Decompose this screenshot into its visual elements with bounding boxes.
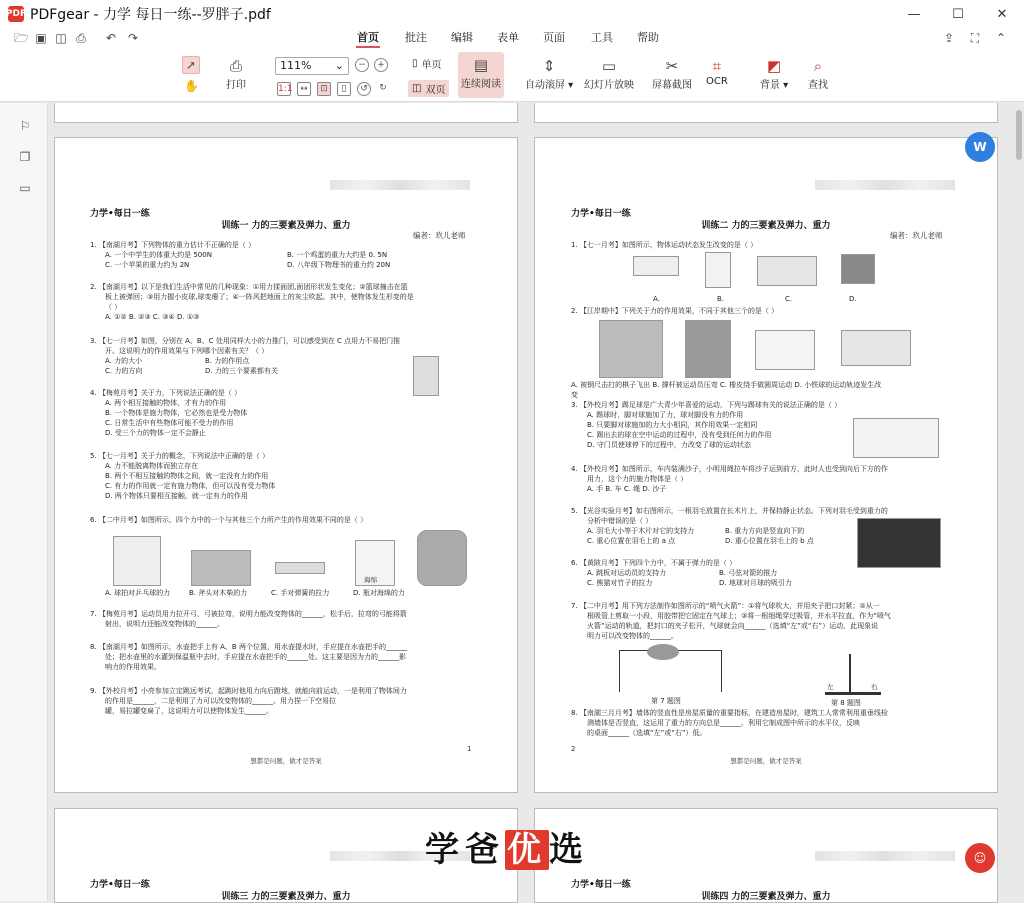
question-9-cont: 罐，易拉罐变扁了，这说明力可以使物体发生______。 [105,707,273,715]
options: A. 被钢尺击打的棋子飞出 B. 撑杆被运动员压弯 C. 橡皮绕手做圆周运动 D. 小铁球的运动轨迹发生改 [571,381,882,389]
page-brand: 力学•每日一练 [571,880,631,890]
door-figure [413,356,439,396]
option: C. 一个苹果的重力约为 2N [105,261,190,269]
option: C. 有力的作用就一定有施力物体，但可以没有受力物体 [105,482,276,490]
scissors-icon: ✂ [665,57,679,75]
tab-page[interactable]: 页面 [543,31,565,44]
figure-1c [757,256,817,286]
option: C. 重心位置在羽毛上的 a 点 [587,537,676,545]
option: A. 力不能脱离物体而独立存在 [105,462,199,470]
figure-axe [191,550,251,586]
option: D. 八年级下物理书的重力约 20N [287,261,391,269]
convert-word-icon[interactable]: W [965,132,995,162]
print-button[interactable] [226,56,246,91]
find-label: 查找 [808,80,828,91]
header-blurred [815,851,955,861]
option: D. 守门员使球停下的过程中，力改变了球的运动状态 [587,441,751,449]
minimize-button[interactable]: — [907,6,921,22]
fit-page-icon[interactable]: ⊡ [317,82,331,96]
figure-2c [755,330,815,370]
question-2-cont: 板上被弹回；③用力握小皮球,球变瘪了；④一阵风把地面上的灰尘吹起。其中，使物体发生形变的是 [105,293,414,301]
left-sidebar [0,103,48,901]
level-right-label: 右 [871,683,878,691]
option: B. 只要脚对球施加的力大小相同，其作用效果一定相同 [587,421,758,429]
figure-label: A. [653,295,660,303]
save-as-icon[interactable]: ◫ [55,31,67,45]
question-1: 1. 【七一月考】如图所示，物体运动状态发生改变的是（ ） [571,241,758,249]
question-7-cont: 明力可以改变物体的______。 [587,632,678,640]
question-8-cont: 的桌面______（选填“左”或“右”）低。 [587,729,707,737]
question-3: 3. 【外校月考】踢足球是广大青少年喜爱的运动，下列与踢球有关的说法正确的是（ ） [571,401,842,409]
double-page-icon: ◫ [412,83,422,94]
option: D. 力的三个要素都有关 [205,367,278,375]
figure-feather [857,518,941,568]
level-post [849,654,851,694]
page-title: 训练二 力的三要素及弹力、重力 [701,221,831,231]
print-label: 打印 [226,80,246,91]
figure-label: 海绵 [364,576,377,584]
background-button[interactable]: ◩ 背景 ▾ [760,57,789,91]
question-4: 4. 【梅苑月考】关于力，下列说法正确的是（ ） [90,389,242,397]
menu-bar [0,28,1024,48]
page-brand: 力学•每日一练 [571,209,631,219]
zoom-in-icon[interactable]: + [374,58,388,72]
redo-icon[interactable]: ↷ [127,31,139,45]
header-blurred [330,180,470,190]
question-2: 2. 【江岸期中】下列关于力的作用效果，不同于其他三个的是（ ） [571,307,779,315]
open-folder-icon[interactable]: 🗁 [14,31,29,45]
collapse-ribbon-icon[interactable]: ⌃ [995,31,1007,45]
app-logo-icon: PDF [8,6,24,22]
question-7-cont: 根吸管上剪取一小段，用胶带把它固定在气球上；③将一根细绳穿过吸管，并水平拉直，作为“喷气 [587,612,891,620]
question-5: 5. 【光谷实验月考】如右图所示，一根羽毛放置在长木片上，并保持静止状态。下列对羽毛受到重力的 [571,507,888,515]
figure-spring [275,562,325,574]
option: A. 踢球时，脚对球施加了力，球对脚没有力的作用 [587,411,744,419]
figure-2a [599,320,663,378]
page-brand: 力学•每日一练 [90,209,150,219]
print-quick-icon[interactable]: ⎙ [76,31,86,45]
option: B. 重力方向是竖直向下的 [725,527,805,535]
ocr-button[interactable] [706,56,728,87]
tab-annotate[interactable]: 批注 [405,31,427,44]
question-5: 5. 【七一月考】关于力的概念，下列说法中正确的是（ ） [90,452,270,460]
continuous-label: 连续阅读 [461,79,501,90]
watermark-text: 选 [549,830,589,870]
watermark-highlight: 优 [507,830,547,870]
question-4-cont: 用力，这个力的施力物体是（ ） [587,475,688,483]
vertical-scrollbar[interactable] [1016,110,1022,160]
save-icon[interactable]: ▣ [35,31,47,45]
title-bar [0,0,1024,28]
tab-edit[interactable]: 编辑 [451,31,473,44]
figure-1d [841,254,875,284]
figure-pingpong [113,536,161,586]
select-cursor-icon[interactable]: ➚ [182,56,200,74]
rotate-right-icon[interactable]: ↻ [379,83,387,93]
figure-label: B. [717,295,725,303]
chevron-down-icon: ⌄ [334,59,344,72]
tab-help[interactable]: 帮助 [637,31,659,44]
page-partial-top-right [534,103,998,123]
ocr-label: OCR [706,76,728,87]
page-footer: 想都是问题，做才是答案 [250,757,322,765]
screenshot-label: 屏幕截图 [652,80,692,91]
comments-icon[interactable]: ▭ [19,181,31,195]
zoom-out-icon[interactable]: − [355,58,369,72]
figure-2d [841,330,911,366]
page-partial-top-left [54,103,518,123]
option: C. 日常生活中有些物体可能不受力的作用 [105,419,234,427]
figure-cart [853,418,939,458]
question-9: 9. 【外校月考】小亮参加立定跳远考试，起跳时他用力向后蹬地，就能向前运动，一是利用了物体间力 [90,687,407,695]
figure-bottle [355,540,395,586]
watermark-text: 学爸 [425,830,505,870]
question-3: 3. 【七一月考】如图，分别在 A、B、C 处用同样大小的力推门，可以感受到在 C 点用力不易把门推 [90,337,401,345]
maximize-button[interactable]: ☐ [952,6,964,22]
question-7-cont: 射出，说明力还能改变物体的______。 [105,620,224,628]
question-3-cont: 开。这说明力的作用效果与下列哪个因素有关？（ ） [105,347,269,355]
question-6: 6. 【黄陂月考】下列四个力中，不属于弹力的是（ ） [571,559,737,567]
pdf-page-1 [54,137,518,793]
level-left-label: 左 [827,683,834,691]
question-9-cont: 的作用是______，二是利用了力可以改变物体的______。用力捏一下空易拉 [105,697,336,705]
question-8-cont: 测墙体是否竖直，这运用了重力的方向总是______，利用它制成图中所示的水平仪，反映 [587,719,860,727]
single-page-icon: ▯ [412,58,418,69]
option: D. 两个物体只要相互接触，就一定有力的作用 [105,492,248,500]
fit-width-icon[interactable]: ↔ [297,82,311,96]
assistant-robot-icon[interactable]: ☺ [965,843,995,873]
question-8-cont: 响力的作用效果。 [105,663,161,671]
pdf-page-2 [534,137,998,793]
question-2-cont: （ ） [105,303,122,311]
single-page-label: 单页 [421,60,442,71]
share-icon[interactable]: ⇪ [943,31,955,45]
tab-tools[interactable]: 工具 [591,31,613,44]
option: B. 斧头对木柴的力 [189,589,248,597]
figure-7-caption: 第 7 题图 [651,697,681,705]
rocket-post-left [619,650,620,692]
rocket-post-right [721,650,722,692]
option: A. 球拍对乒乓球的力 [105,589,171,597]
option: C. 手对弹簧的拉力 [271,589,330,597]
actual-size-icon[interactable]: 1:1 [278,84,293,94]
page-title: 训练一 力的三要素及弹力、重力 [221,221,351,231]
tab-home[interactable]: 首页 [356,30,380,48]
search-icon: ⌕ [813,57,823,75]
tab-form[interactable]: 表单 [497,31,519,44]
find-button[interactable] [808,56,828,91]
ribbon-toolbar [0,48,1024,102]
pdf-page-4 [534,808,998,903]
question-8: 8. 【南湖月考】如图所示，水壶把手上有 A、B 两个位置，用水壶提水时，手应提在水壶把手的______ [90,643,407,651]
screenshot-button[interactable] [652,56,692,91]
fit-visible-icon[interactable]: ▯ [337,82,351,96]
question-6: 6. 【二中月考】如图所示，四个力中的一个与其他三个力所产生的作用效果不同的是（ ） [90,516,368,524]
page-title: 训练三 力的三要素及弹力、重力 [221,892,351,902]
option: A. 跳板对运动员的支持力 [587,569,667,577]
options-cont: 变 [571,391,578,399]
bookmark-icon[interactable]: ⚐ [19,119,31,133]
figure-label: D. [849,295,857,303]
question-4: 4. 【外校月考】如图所示，车内装满沙子，小明用绳拉车将沙子运到前方，此时人也受到向后下方的作 [571,465,888,473]
option: D. 瓶对海绵的力 [353,589,405,597]
auto-scroll-label: 自动滚屏 [525,80,565,91]
question-8: 8. 【南湖三月月考】墙体的竖直性是房屋质量的重要指标，在建造房屋时，建筑工人常常利用重垂线检 [571,709,888,717]
zoom-select[interactable] [275,57,349,75]
figure-1a [633,256,679,276]
figure-label: C. [785,295,793,303]
question-1: 1. 【南湖月考】下列物体的重力估计不正确的是（ ） [90,241,256,249]
page-footer: 想都是问题，做才是答案 [730,757,802,765]
page-brand: 力学•每日一练 [90,880,150,890]
page-number: 2 [571,745,576,753]
double-page-label: 双页 [425,85,446,96]
question-8-cont: 处；把水壶里的水灌到保温瓶中去时，手应提在水壶把手的______处。这主要是因为力的______影 [105,653,406,661]
option: D. 重心位置在羽毛上的 b 点 [725,537,814,545]
ocr-icon: ⌗ [712,57,722,75]
options: A. 手 B. 车 C. 绳 D. 沙子 [587,485,667,493]
fullscreen-icon[interactable]: ⛶ [970,31,980,45]
zoom-value: 111% [280,59,312,72]
page-author: 编者：玖儿老师 [413,231,466,240]
option: A. 力的大小 [105,357,143,365]
background-label: 背景 [760,80,780,91]
option: A. 两个相互接触的物体，才有力的作用 [105,399,227,407]
rotate-left-icon[interactable]: ↺ [357,82,371,96]
level-base [825,692,881,695]
option: B. 一个物体是施力物体，它必然也是受力物体 [105,409,248,417]
option: B. 一个鸡蛋的重力大约是 0. 5N [287,251,388,259]
continuous-scroll-icon: ▤ [473,56,489,74]
auto-scroll-icon: ⇕ [542,57,556,75]
single-page-button[interactable] [412,56,442,71]
page-author: 编者：玖儿老师 [890,231,943,240]
slideshow-label: 幻灯片放映 [584,80,634,91]
option: C. 踢出去的球在空中运动的过程中，没有受到任何力的作用 [587,431,772,439]
figure-1b [705,252,731,288]
thumbnails-icon[interactable]: ❐ [19,150,31,164]
option: B. 弓弦对箭的推力 [719,569,778,577]
auto-scroll-button[interactable]: ⇕ 自动滚屏 ▾ [525,57,574,91]
question-2: 2. 【南湖月考】以下是我们生活中常见的几种现象：①用力揉面团,面团形状发生变化；②篮球撞击在篮 [90,283,408,291]
option: D. 受三个力的物体一定不会静止 [105,429,206,437]
option: A. 羽毛大小等于木片对它的支持力 [587,527,695,535]
figure-8-caption: 第 8 题图 [831,699,861,707]
header-blurred [815,180,955,190]
option: B. 两个不相互接触的物体之间，就一定没有力的作用 [105,472,269,480]
page-number: 1 [467,745,472,753]
window-title: PDFgear - 力学 每日一练--罗胖子.pdf [30,7,271,23]
printer-icon: ⎙ [229,57,242,75]
option: B. 力的作用点 [205,357,250,365]
watermark-logo [425,822,589,871]
options: A. ①② B. ②③ C. ③④ D. ①③ [105,313,200,321]
option: C. 熊猫对竹子的拉力 [587,579,653,587]
option: D. 地球对月球的吸引力 [719,579,792,587]
page-title: 训练四 力的三要素及弹力、重力 [701,892,831,902]
close-button[interactable]: ✕ [996,6,1008,22]
background-icon: ◩ [767,57,782,75]
figure-kettle [417,530,467,586]
figure-2b [685,320,731,378]
question-7: 7. 【二中月考】用下列方法制作如图所示的“喷气火箭”：①将气球吹大，并用夹子把口封紧；②从一 [571,602,880,610]
undo-icon[interactable]: ↶ [105,31,117,45]
question-7: 7. 【梅苑月考】运动员用力拉开弓，弓被拉弯，说明力能改变物体的______，松手后，拉弯的弓能将箭 [90,610,407,618]
balloon-figure [647,644,679,660]
question-5-cont: 分析中错误的是（ ） [587,517,653,525]
option: C. 力的方向 [105,367,143,375]
hand-tool-icon[interactable]: ✋ [184,79,199,93]
question-7-cont: 火箭”运动的轨道，把封口的夹子松开，气球就会向______（选填“左”或“右”）运动，此现象说 [587,622,879,630]
presentation-icon: ▭ [601,57,617,75]
double-page-button[interactable] [408,80,449,97]
slideshow-button[interactable] [584,56,634,91]
option: A. 一个中学生的体重大约是 500N [105,251,212,259]
continuous-reading-button[interactable] [458,52,504,98]
